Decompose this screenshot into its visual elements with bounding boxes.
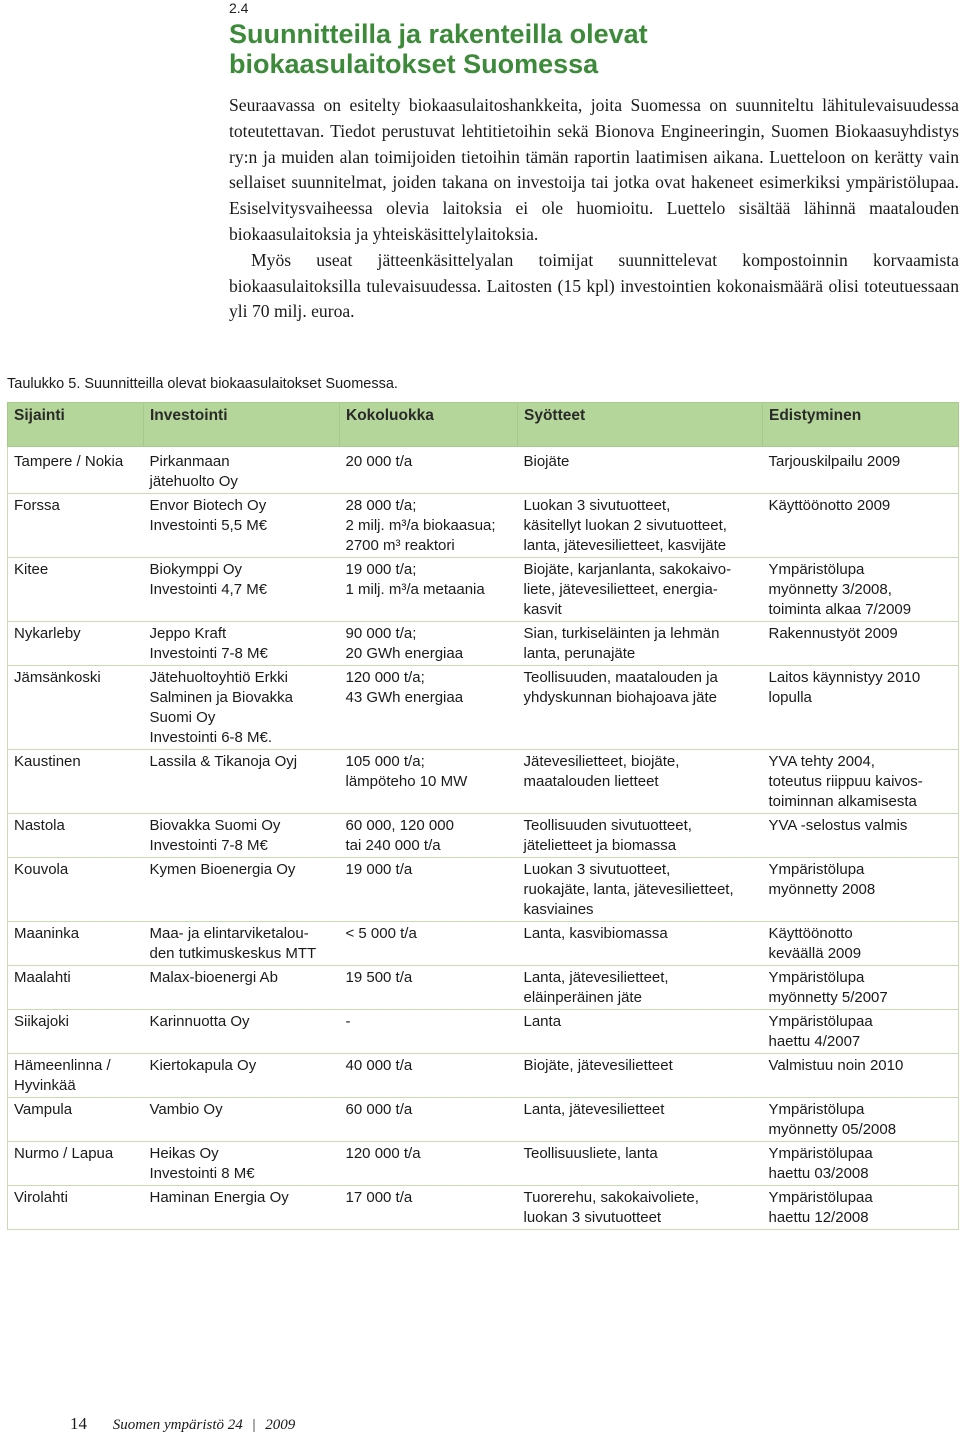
cell-line: tai 240 000 t/a: [345, 837, 441, 854]
cell-edistyminen: [763, 1054, 959, 1098]
title-line-2: biokaasulaitokset Suomessa: [229, 49, 599, 79]
table-body: [8, 447, 959, 1230]
cell-line: ruokajäte, lanta, jätevesilietteet,: [523, 881, 734, 898]
cell-line: Nastola: [14, 817, 65, 834]
cell-kokoluokka: [340, 750, 518, 814]
cell-syotteet: [518, 750, 763, 814]
cell-line: lämpöteho 10 MW: [345, 773, 468, 790]
cell-line: kasvit: [523, 601, 562, 618]
cell-line: Valmistuu noin 2010: [768, 1057, 904, 1074]
publication-issue: 24: [227, 1417, 243, 1433]
cell-line: YVA tehty 2004,: [768, 753, 875, 770]
header-syotteet: Syötteet: [518, 403, 763, 447]
table-row: [8, 1098, 959, 1142]
cell-edistyminen: [763, 1098, 959, 1142]
cell-line: Ympäristölupaa: [768, 1189, 873, 1206]
cell-line: Ympäristölupa: [768, 561, 865, 578]
cell-line: haettu 03/2008: [768, 1165, 869, 1182]
cell-line: 105 000 t/a;: [345, 753, 425, 770]
title-line-1: Suunnitteilla ja rakenteilla olevat: [229, 19, 648, 49]
cell-line: Kaustinen: [14, 753, 81, 770]
cell-line: 120 000 t/a: [345, 1145, 421, 1162]
cell-line: yhdyskunnan biohajoava jäte: [523, 689, 717, 706]
cell-kokoluokka: [340, 858, 518, 922]
cell-line: Tarjouskilpailu 2009: [768, 453, 901, 470]
cell-line: Ympäristölupaa: [768, 1145, 873, 1162]
cell-kokoluokka: [340, 1186, 518, 1230]
cell-syotteet: [518, 922, 763, 966]
cell-kokoluokka: [340, 814, 518, 858]
cell-edistyminen: [763, 622, 959, 666]
table-row: [8, 750, 959, 814]
cell-line: Investointi 5,5 M€: [149, 517, 268, 534]
cell-investointi: [144, 922, 340, 966]
cell-line: Malax-bioenergi Ab: [149, 969, 278, 986]
cell-edistyminen: [763, 1186, 959, 1230]
cell-line: Ympäristölupa: [768, 969, 865, 986]
cell-edistyminen: [763, 966, 959, 1010]
cell-line: toiminta alkaa 7/2009: [768, 601, 912, 618]
cell-line: liete, jätevesilietteet, energia-: [523, 581, 718, 598]
cell-line: 28 000 t/a;: [345, 497, 417, 514]
cell-line: Jätehuoltoyhtiö Erkki: [149, 669, 288, 686]
table-row: [8, 1142, 959, 1186]
cell-line: Tuorerehu, sakokaivoliete,: [523, 1189, 699, 1206]
cell-line: 60 000 t/a: [345, 1101, 413, 1118]
cell-line: Teollisuuden, maatalouden ja: [523, 669, 718, 686]
cell-line: kasviaines: [523, 901, 594, 918]
cell-investointi: [144, 750, 340, 814]
cell-line: Virolahti: [14, 1189, 68, 1206]
cell-edistyminen: [763, 922, 959, 966]
cell-line: Kitee: [14, 561, 49, 578]
cell-edistyminen: [763, 494, 959, 558]
footer-separator: |: [252, 1417, 256, 1433]
table-row: [8, 1186, 959, 1230]
cell-line: 43 GWh energiaa: [345, 689, 464, 706]
cell-line: Biojäte, jätevesilietteet: [523, 1057, 673, 1074]
cell-investointi: [144, 1142, 340, 1186]
cell-line: Käyttöönotto: [768, 925, 853, 942]
table-row: [8, 922, 959, 966]
cell-line: Investointi 6-8 M€.: [149, 729, 273, 746]
table-row: [8, 494, 959, 558]
cell-line: luokan 3 sivutuotteet: [523, 1209, 662, 1226]
cell-line: 90 000 t/a;: [345, 625, 417, 642]
cell-syotteet: [518, 858, 763, 922]
cell-line: Rakennustyöt 2009: [768, 625, 898, 642]
cell-edistyminen: [763, 558, 959, 622]
section-number: 2.4: [229, 0, 249, 16]
table-row: [8, 558, 959, 622]
cell-sijainti: [8, 1010, 144, 1054]
cell-syotteet: [518, 814, 763, 858]
cell-line: Laitos käynnistyy 2010: [768, 669, 921, 686]
cell-investointi: [144, 966, 340, 1010]
cell-investointi: [144, 1054, 340, 1098]
cell-kokoluokka: [340, 622, 518, 666]
cell-line: Lanta: [523, 1013, 562, 1030]
cell-sijainti: [8, 814, 144, 858]
cell-line: 20 GWh energiaa: [345, 645, 464, 662]
cell-line: Ympäristölupaa: [768, 1013, 873, 1030]
cell-line: Maa- ja elintarviketalou-: [149, 925, 309, 942]
cell-line: Maaninka: [14, 925, 80, 942]
cell-line: jätehuolto Oy: [149, 473, 238, 490]
cell-investointi: [144, 1098, 340, 1142]
cell-syotteet: [518, 1098, 763, 1142]
cell-line: Käyttöönotto 2009: [768, 497, 891, 514]
cell-line: -: [345, 1013, 351, 1030]
cell-line: Biokymppi Oy: [149, 561, 243, 578]
cell-investointi: [144, 558, 340, 622]
cell-line: Forssa: [14, 497, 60, 514]
cell-line: Maalahti: [14, 969, 71, 986]
table-row: [8, 1054, 959, 1098]
header-investointi: Investointi: [144, 403, 340, 447]
cell-line: myönnetty 05/2008: [768, 1121, 897, 1138]
cell-edistyminen: [763, 1010, 959, 1054]
cell-line: 20 000 t/a: [345, 453, 413, 470]
cell-line: keväällä 2009: [768, 945, 862, 962]
cell-line: toiminnan alkamisesta: [768, 793, 917, 810]
cell-sijainti: [8, 558, 144, 622]
cell-investointi: [144, 858, 340, 922]
cell-line: Siikajoki: [14, 1013, 70, 1030]
paragraph-1: Seuraavassa on esitelty biokaasulaitoshankkeita, joita Suomessa on suunniteltu lähitulevaisuudessa toteutettavan. Tiedot perustuvat lehtitietoihin sekä Bionova Engineeringin, Suomen Biokaasuyhdistys ry:n ja muiden alan toimijoiden tietoihin tämän raportin laatimisen aikana. Luetteloon on kerätty vain sellaiset suunnitelmat, joiden takana on investoija tai jotka ovat hakeneet esimerkiksi ympäristölupaa. Esiselvitysvaiheessa olevia laitoksia ei ole huomioitu. Luettelo sisältää lähinnä maatalouden biokaasulaitoksia ja yhteiskäsittelylaitoksia.: [229, 95, 959, 244]
publication-name: Suomen ympäristö: [112, 1417, 224, 1433]
cell-line: Investointi 7-8 M€: [149, 837, 268, 854]
cell-syotteet: [518, 966, 763, 1010]
cell-syotteet: [518, 558, 763, 622]
cell-line: 19 500 t/a: [345, 969, 413, 986]
publication-year: 2009: [265, 1417, 296, 1433]
cell-sijainti: [8, 666, 144, 750]
cell-syotteet: [518, 447, 763, 494]
cell-sijainti: [8, 750, 144, 814]
cell-line: Envor Biotech Oy: [149, 497, 267, 514]
cell-line: Lanta, jätevesilietteet: [523, 1101, 665, 1118]
cell-line: Luokan 3 sivutuotteet,: [523, 861, 671, 878]
cell-line: lanta, perunajäte: [523, 645, 636, 662]
cell-line: lopulla: [768, 689, 812, 706]
cell-sijainti: [8, 858, 144, 922]
cell-line: Kouvola: [14, 861, 69, 878]
cell-line: Vambio Oy: [149, 1101, 223, 1118]
cell-line: lanta, jätevesilietteet, kasvijäte: [523, 537, 727, 554]
cell-line: Biojäte, karjanlanta, sakokaivo-: [523, 561, 732, 578]
cell-line: 40 000 t/a: [345, 1057, 413, 1074]
cell-line: Kymen Bioenergia Oy: [149, 861, 296, 878]
cell-line: Jätevesilietteet, biojäte,: [523, 753, 680, 770]
table-row: [8, 814, 959, 858]
cell-line: Nurmo / Lapua: [14, 1145, 114, 1162]
cell-kokoluokka: [340, 666, 518, 750]
header-kokoluokka: Kokoluokka: [340, 403, 518, 447]
cell-line: den tutkimuskeskus MTT: [149, 945, 317, 962]
cell-kokoluokka: [340, 966, 518, 1010]
cell-line: Tampere / Nokia: [14, 453, 124, 470]
cell-syotteet: [518, 1186, 763, 1230]
cell-line: Investointi 8 M€: [149, 1165, 255, 1182]
cell-investointi: [144, 814, 340, 858]
cell-kokoluokka: [340, 447, 518, 494]
cell-edistyminen: [763, 814, 959, 858]
cell-line: Investointi 4,7 M€: [149, 581, 268, 598]
cell-syotteet: [518, 1142, 763, 1186]
cell-line: käsitellyt luokan 2 sivutuotteet,: [523, 517, 727, 534]
cell-line: Suomi Oy: [149, 709, 216, 726]
body-text: [229, 93, 959, 325]
cell-sijainti: [8, 922, 144, 966]
cell-kokoluokka: [340, 558, 518, 622]
cell-line: myönnetty 2008: [768, 881, 876, 898]
section-title: [229, 19, 929, 79]
cell-line: 17 000 t/a: [345, 1189, 413, 1206]
cell-investointi: [144, 447, 340, 494]
table-row: [8, 447, 959, 494]
table-row: [8, 966, 959, 1010]
cell-line: Hyvinkää: [14, 1077, 76, 1094]
cell-line: eläinperäinen jäte: [523, 989, 642, 1006]
header-edistyminen: Edistyminen: [763, 403, 959, 447]
cell-line: Kiertokapula Oy: [149, 1057, 257, 1074]
cell-line: Vampula: [14, 1101, 73, 1118]
cell-line: 19 000 t/a: [345, 861, 413, 878]
cell-sijainti: [8, 447, 144, 494]
cell-line: haettu 12/2008: [768, 1209, 869, 1226]
cell-kokoluokka: [340, 494, 518, 558]
table-row: [8, 666, 959, 750]
page-number: 14: [70, 1414, 87, 1433]
cell-line: 120 000 t/a;: [345, 669, 425, 686]
cell-edistyminen: [763, 447, 959, 494]
table-row: [8, 1010, 959, 1054]
table-caption: Taulukko 5. Suunnitteilla olevat biokaasulaitokset Suomessa.: [7, 376, 398, 392]
cell-sijainti: [8, 494, 144, 558]
cell-line: 2 milj. m³/a biokaasua;: [345, 517, 496, 534]
cell-line: Hämeenlinna /: [14, 1057, 111, 1074]
cell-line: myönnetty 3/2008,: [768, 581, 892, 598]
cell-line: maatalouden lietteet: [523, 773, 659, 790]
cell-line: 60 000, 120 000: [345, 817, 454, 834]
cell-line: Investointi 7-8 M€: [149, 645, 268, 662]
cell-line: Jämsänkoski: [14, 669, 101, 686]
cell-syotteet: [518, 1010, 763, 1054]
cell-line: Pirkanmaan: [149, 453, 230, 470]
cell-kokoluokka: [340, 922, 518, 966]
cell-line: Sian, turkiseläinten ja lehmän: [523, 625, 720, 642]
cell-line: Biovakka Suomi Oy: [149, 817, 281, 834]
cell-line: Lanta, jätevesilietteet,: [523, 969, 669, 986]
cell-line: Luokan 3 sivutuotteet,: [523, 497, 671, 514]
cell-investointi: [144, 622, 340, 666]
cell-line: Haminan Energia Oy: [149, 1189, 289, 1206]
paragraph-2: Myös useat jätteenkäsittelyalan toimijat suunnittelevat kompostoinnin korvaamista biokaasulaitoksilla tulevaisuudessa. Laitosten (15 kpl) investointien kokonaismäärä olisi toteutuessaan yli 70 milj. euroa.: [229, 249, 959, 322]
cell-line: Ympäristölupa: [768, 861, 865, 878]
cell-sijainti: [8, 622, 144, 666]
cell-line: Teollisuuden sivutuotteet,: [523, 817, 692, 834]
table-row: [8, 858, 959, 922]
cell-edistyminen: [763, 1142, 959, 1186]
cell-line: Jeppo Kraft: [149, 625, 227, 642]
cell-kokoluokka: [340, 1142, 518, 1186]
cell-line: Karinnuotta Oy: [149, 1013, 250, 1030]
cell-line: Salminen ja Biovakka: [149, 689, 293, 706]
cell-line: jätelietteet ja biomassa: [523, 837, 677, 854]
cell-syotteet: [518, 666, 763, 750]
cell-syotteet: [518, 1054, 763, 1098]
cell-kokoluokka: [340, 1054, 518, 1098]
cell-line: Lanta, kasvibiomassa: [523, 925, 668, 942]
cell-line: Biojäte: [523, 453, 570, 470]
header-sijainti: Sijainti: [8, 403, 144, 447]
cell-line: Nykarleby: [14, 625, 81, 642]
cell-sijainti: [8, 1054, 144, 1098]
cell-investointi: [144, 1186, 340, 1230]
cell-investointi: [144, 1010, 340, 1054]
cell-edistyminen: [763, 750, 959, 814]
page-footer: [70, 1414, 295, 1434]
cell-sijainti: [8, 966, 144, 1010]
cell-line: Ympäristölupa: [768, 1101, 865, 1118]
cell-line: haettu 4/2007: [768, 1033, 861, 1050]
table-header-row: [8, 403, 959, 447]
cell-line: Heikas Oy: [149, 1145, 219, 1162]
cell-line: YVA -selostus valmis: [768, 817, 908, 834]
cell-sijainti: [8, 1142, 144, 1186]
cell-line: toteutus riippuu kaivos-: [768, 773, 923, 790]
cell-syotteet: [518, 622, 763, 666]
cell-syotteet: [518, 494, 763, 558]
biogas-plants-table: [7, 402, 959, 1230]
cell-edistyminen: [763, 858, 959, 922]
cell-line: myönnetty 5/2007: [768, 989, 888, 1006]
cell-investointi: [144, 666, 340, 750]
cell-sijainti: [8, 1098, 144, 1142]
cell-edistyminen: [763, 666, 959, 750]
cell-investointi: [144, 494, 340, 558]
cell-sijainti: [8, 1186, 144, 1230]
cell-kokoluokka: [340, 1098, 518, 1142]
cell-line: < 5 000 t/a: [345, 925, 417, 942]
cell-kokoluokka: [340, 1010, 518, 1054]
cell-line: Teollisuusliete, lanta: [523, 1145, 658, 1162]
cell-line: 1 milj. m³/a metaania: [345, 581, 485, 598]
cell-line: Lassila & Tikanoja Oyj: [149, 753, 298, 770]
cell-line: 19 000 t/a;: [345, 561, 417, 578]
table-row: [8, 622, 959, 666]
cell-line: 2700 m³ reaktori: [345, 537, 455, 554]
